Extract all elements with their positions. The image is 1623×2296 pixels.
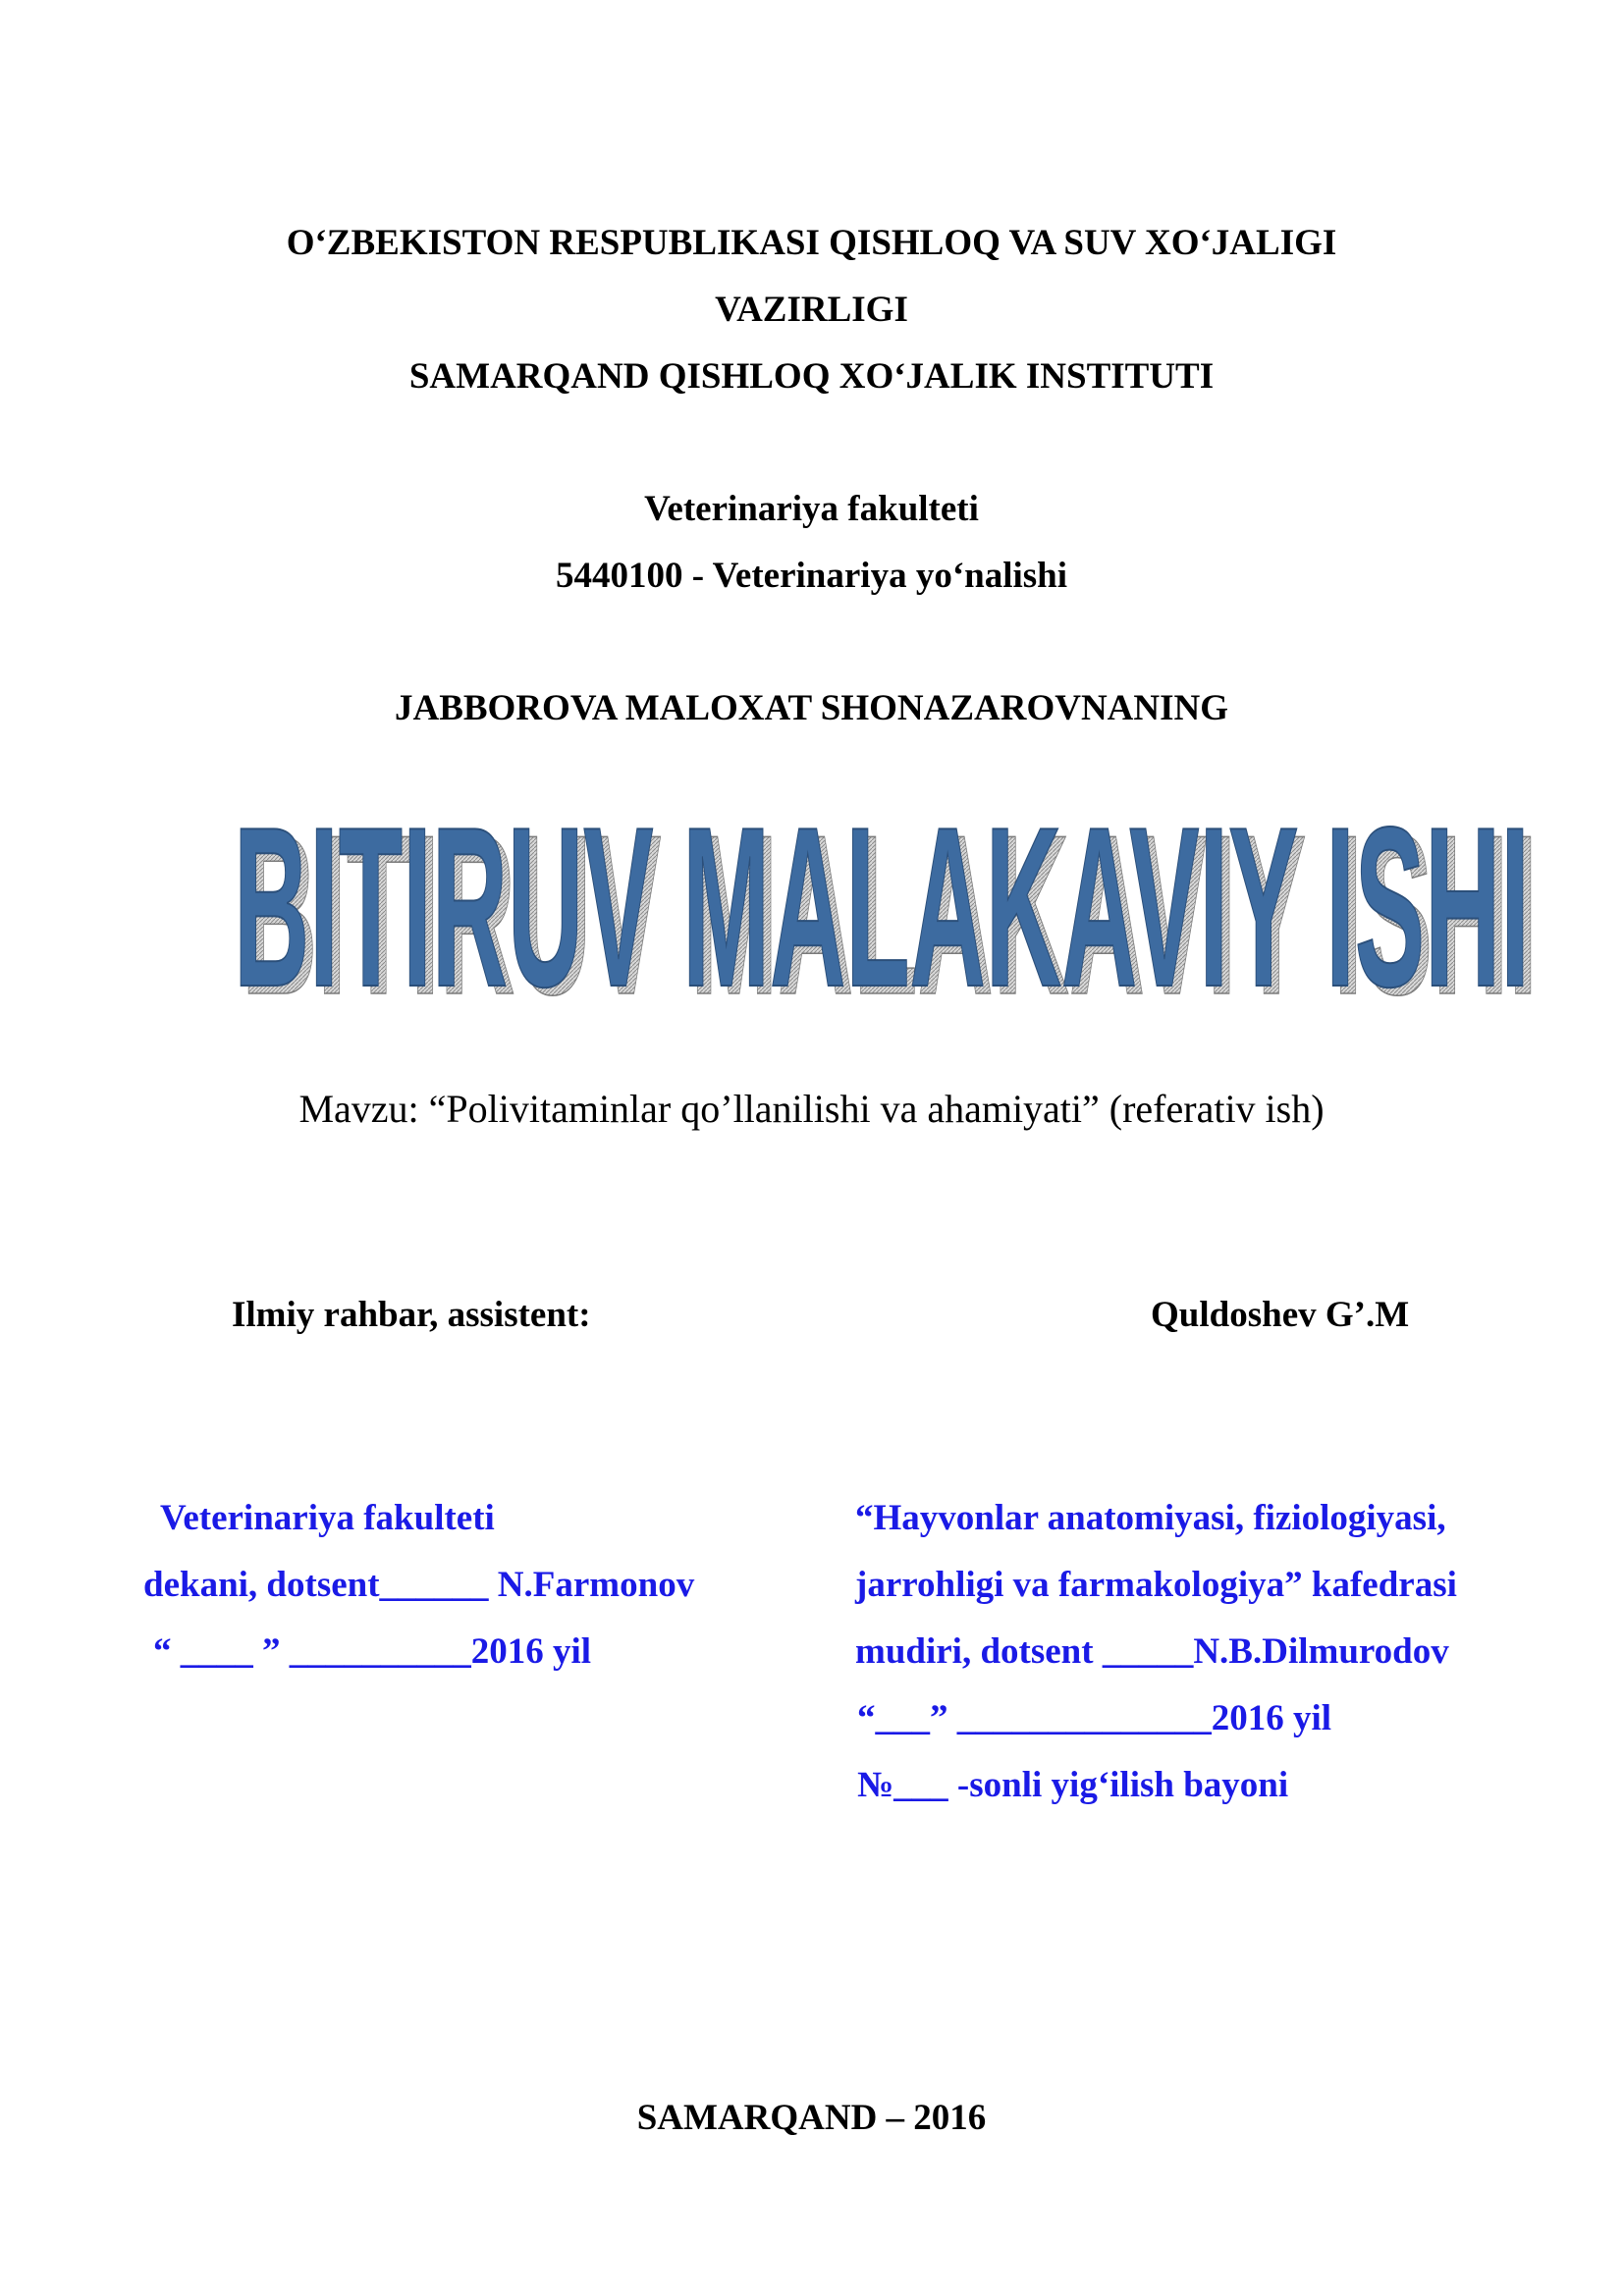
work-title-text: BITIRUV MALAKAVIY ISHI	[234, 797, 1530, 1008]
dean-date-line: “ ____ ” __________2016 yil	[153, 1631, 592, 1672]
topic: Mavzu: “Polivitaminlar qo’llanilishi va ahamiyati” (referativ ish)	[298, 1087, 1325, 1131]
ministry-line-1: O‘ZBEKISTON RESPUBLIKASI QISHLOQ VA SUV XO‘JALIGI	[286, 223, 1337, 263]
work-title-shadow: BITIRUV MALAKAVIY ISHI	[242, 797, 1538, 1008]
faculty-direction: 5440100 - Veterinariya yo‘nalishi	[555, 556, 1068, 596]
institute-name: SAMARQAND QISHLOQ XO‘JALIK INSTITUTI	[408, 356, 1215, 397]
meeting-protocol-line: №___ -sonli yig‘ilish bayoni	[857, 1765, 1289, 1805]
supervisor-label: Ilmiy rahbar, assistent:	[232, 1295, 591, 1335]
faculty-name: Veterinariya fakulteti	[644, 489, 979, 529]
supervisor-name: Quldoshev G’.M	[1151, 1295, 1410, 1335]
dean-name-line: dekani, dotsent______ N.Farmonov	[143, 1565, 695, 1605]
author-name: JABBOROVA MALOXAT SHONAZAROVNANING	[394, 688, 1229, 728]
department-line-2: jarrohligi va farmakologiya” kafedrasi	[855, 1565, 1457, 1605]
work-title	[228, 797, 1543, 1008]
footer-city-year: SAMARQAND – 2016	[636, 2098, 987, 2138]
department-line-1: “Hayvonlar anatomiyasi, fiziologiyasi,	[855, 1498, 1446, 1538]
department-head-line: mudiri, dotsent _____N.B.Dilmurodov	[855, 1631, 1449, 1672]
ministry-line-2: VAZIRLIGI	[715, 290, 908, 330]
department-date-line: “___” ______________2016 yil	[857, 1698, 1332, 1738]
dean-faculty-line: Veterinariya fakulteti	[160, 1498, 495, 1538]
